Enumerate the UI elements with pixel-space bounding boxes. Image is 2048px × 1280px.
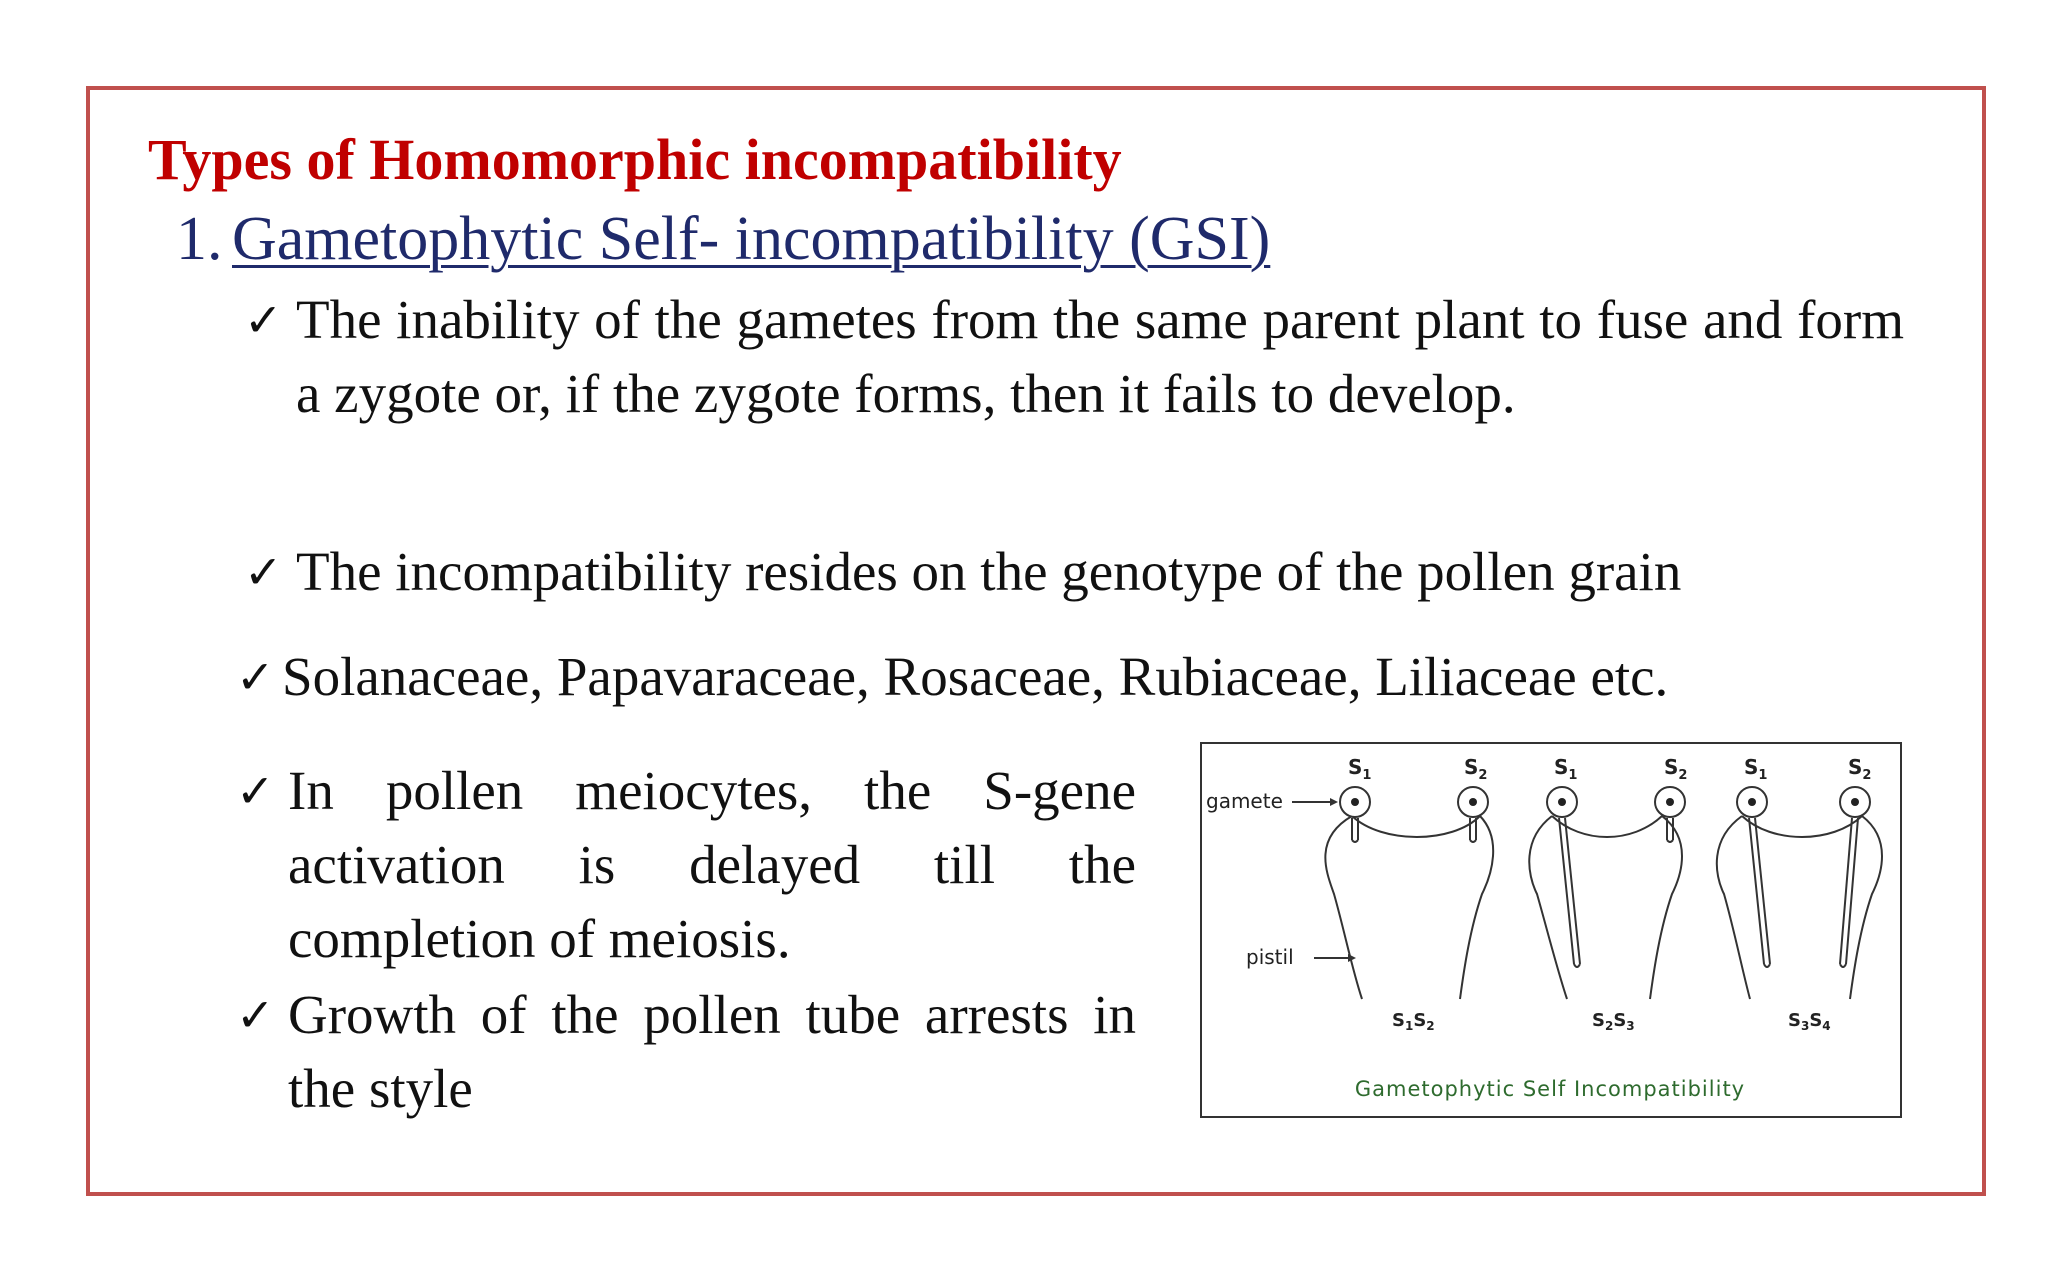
pollen-label: $S_1$ xyxy=(1744,755,1768,783)
pollen-tube-arrested xyxy=(1667,818,1673,842)
pollen-tube-arrested xyxy=(1352,818,1358,842)
pistil-outline xyxy=(1650,816,1682,999)
pollen-label: $S_1$ xyxy=(1348,755,1372,783)
pollen-nucleus xyxy=(1351,798,1359,806)
pollen-labels xyxy=(1348,755,1871,783)
checkmark-icon: ✓ xyxy=(236,650,275,704)
pistil-genotypes xyxy=(1392,1010,1831,1033)
gamete-label: gamete xyxy=(1206,789,1283,813)
stigma-outline xyxy=(1552,816,1662,837)
pollen-tube-growing xyxy=(1559,818,1580,967)
pollen-nucleus xyxy=(1748,798,1756,806)
pollen-label: $S_2$ xyxy=(1464,755,1488,783)
checkmark-icon: ✓ xyxy=(244,293,283,347)
pollen-nucleus xyxy=(1558,798,1566,806)
slide-heading: Types of Homomorphic incompatibility xyxy=(148,127,1122,192)
gamete-arrowhead xyxy=(1330,798,1338,806)
bullet-text: Growth of the pollen tube arrests in the style xyxy=(288,984,1136,1119)
stigma-outline xyxy=(1352,816,1480,837)
bullet-item xyxy=(236,978,1136,1126)
pistil-label: pistil xyxy=(1246,945,1294,969)
stigma-outline xyxy=(1742,816,1862,837)
pollen-label: $S_2$ xyxy=(1664,755,1688,783)
bullet-text: The inability of the gametes from the same parent plant to fuse and form a zygote or, if the zygote forms, then it fails to develop. xyxy=(296,289,1904,424)
bullet-item xyxy=(244,535,1944,609)
bullet-item xyxy=(236,754,1136,976)
pistil-outline xyxy=(1325,816,1362,999)
pollen-label: $S_1$ xyxy=(1554,755,1578,783)
checkmark-icon: ✓ xyxy=(244,545,283,599)
pollen-label: $S_2$ xyxy=(1848,755,1872,783)
gsi-diagram xyxy=(1200,742,1902,1118)
pistil-genotype: $S_2S_3$ xyxy=(1592,1010,1635,1033)
checkmark-icon: ✓ xyxy=(236,764,275,818)
figure-caption: Gametophytic Self Incompatibility xyxy=(1354,1077,1746,1101)
bullet-item xyxy=(236,640,1936,714)
bullet-text: Solanaceae, Papavaraceae, Rosaceae, Rubiaceae, Liliaceae etc. xyxy=(282,646,1669,707)
pollen-nucleus xyxy=(1851,798,1859,806)
pollen-nucleus xyxy=(1666,798,1674,806)
pistil-genotype: $S_3S_4$ xyxy=(1788,1010,1831,1033)
bullet-text: The incompatibility resides on the genotype of the pollen grain xyxy=(296,541,1682,602)
pistil-outline xyxy=(1460,816,1493,999)
bullet-item xyxy=(244,283,1904,431)
pistil-outline xyxy=(1717,816,1750,999)
bullet-text: In pollen meiocytes, the S-gene activation is delayed till the completion of meiosis. xyxy=(288,760,1136,969)
pistil-genotype: $S_1S_2$ xyxy=(1392,1010,1435,1033)
pollen-nucleus xyxy=(1469,798,1477,806)
pollen-tubes xyxy=(1352,818,1858,967)
pollen-tube-growing xyxy=(1749,818,1770,967)
pistil-outline xyxy=(1850,816,1882,999)
subheading-title: Gametophytic Self- incompatibility (GSI) xyxy=(232,205,1271,273)
pollen-tube-growing xyxy=(1840,818,1858,967)
pollen-grains xyxy=(1340,787,1870,817)
pistil-outlines xyxy=(1325,816,1882,999)
subheading-number: 1. xyxy=(176,205,223,273)
checkmark-icon: ✓ xyxy=(236,988,275,1042)
